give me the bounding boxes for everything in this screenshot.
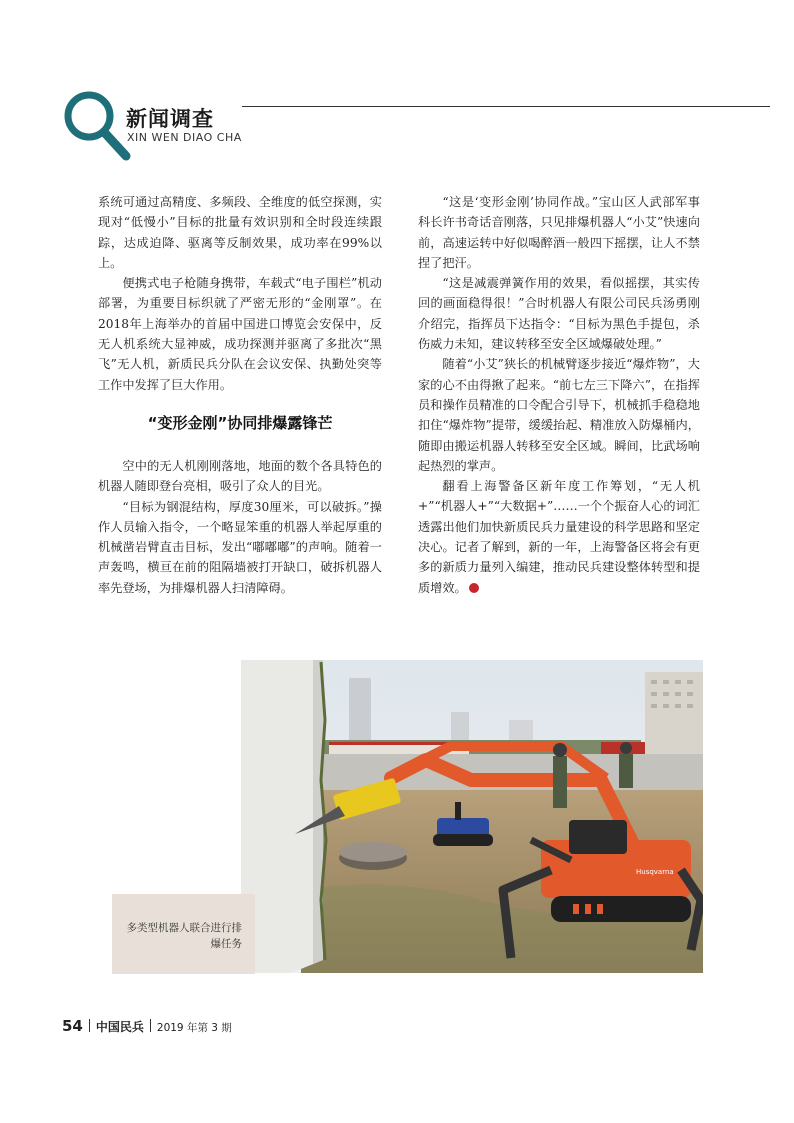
paragraph: “目标为钢混结构，厚度30厘米，可以破拆。”操作人员输入指令，一个略显笨重的机器人举起厚重的机械凿岩臂直击目标，发出“嘟嘟嘟”的声响。随着一声轰鸣，横亘在前的阻隔墙被打开缺口，破拆机器人率先登场，为排爆机器人扫清障碍。 bbox=[98, 499, 382, 595]
magnifier-icon bbox=[60, 88, 134, 162]
section-pinyin: XIN WEN DIAO CHA bbox=[127, 131, 242, 144]
paragraph: 空中的无人机刚刚落地，地面的数个各具特色的机器人随即登台亮相，吸引了众人的目光。 bbox=[98, 459, 382, 494]
end-mark-icon bbox=[469, 583, 479, 593]
page-footer bbox=[62, 1016, 232, 1035]
paragraph-text: 翻看上海警备区新年度工作筹划，“无人机+”“机器人+”“大数据+”……一个个振奋人心的词汇透露出他们加快新质民兵力量建设的科学思路和坚定决心。记者了解到，新的一年，上海警备区将会有更多的新质力量列入编建，推动民兵建设整体转型和提质增效。 bbox=[418, 479, 700, 595]
paragraph: “这是‘变形金刚’协同作战。”宝山区人武部军事科长许书奇话音刚落，只见排爆机器人“小艾”快速向前，高速运转中好似喝醉酒一般四下摇摆，让人不禁捏了把汗。 bbox=[418, 195, 700, 270]
footer-divider bbox=[150, 1019, 151, 1032]
paragraph: 系统可通过高精度、多频段、全维度的低空探测，实现对“低慢小”目标的批量有效识别和全时段连续跟踪，达成迫降、驱离等反制效果，成功率在99%以上。 bbox=[98, 195, 382, 270]
subsection-heading: “变形金刚”协同排爆露锋芒 bbox=[147, 414, 333, 432]
header-divider bbox=[242, 106, 770, 107]
paragraph bbox=[418, 476, 700, 598]
footer-divider bbox=[89, 1019, 90, 1032]
robots-photo bbox=[241, 660, 703, 973]
paragraph: 随着“小艾”狭长的机械臂逐步接近“爆炸物”，大家的心不由得揪了起来。“前七左三下降六”，在指挥员和操作员精准的口令配合引导下，机械抓手稳稳地扣住“爆炸物”提带，缓缓抬起、精准放入防爆桶内，随即由搬运机器人转移至安全区域。瞬间，比武场响起热烈的掌声。 bbox=[418, 357, 700, 473]
page-number: 54 bbox=[62, 1017, 83, 1035]
magazine-name: 中国民兵 bbox=[95, 1020, 144, 1034]
left-column-bottom bbox=[98, 456, 382, 598]
paragraph: 便携式电子枪随身携带，车载式“电子围栏”机动部署，为重要目标织就了严密无形的“金刚罩”。在2018年上海举办的首届中国进口博览会安保中，反无人机系统大显神威，成功探测并驱离了多批次“黑飞”无人机，新质民兵分队在会议安保、执勤处突等工作中发挥了巨大作用。 bbox=[98, 276, 382, 392]
photo-caption: 多类型机器人联合进行排爆任务 bbox=[126, 922, 242, 950]
right-column bbox=[418, 192, 700, 598]
paragraph: “这是减震弹簧作用的效果，看似摇摆，其实传回的画面稳得很！”合时机器人有限公司民兵汤勇刚介绍完，指挥员下达指令：“目标为黑色手提包，杀伤威力未知，建议转移至安全区域爆破处理。” bbox=[418, 276, 700, 352]
robot-brand-label: Husqvarna bbox=[636, 868, 674, 876]
issue-label: 2019 年第 3 期 bbox=[156, 1022, 232, 1034]
left-column-top bbox=[98, 192, 382, 395]
section-title: 新闻调查 bbox=[126, 107, 214, 131]
